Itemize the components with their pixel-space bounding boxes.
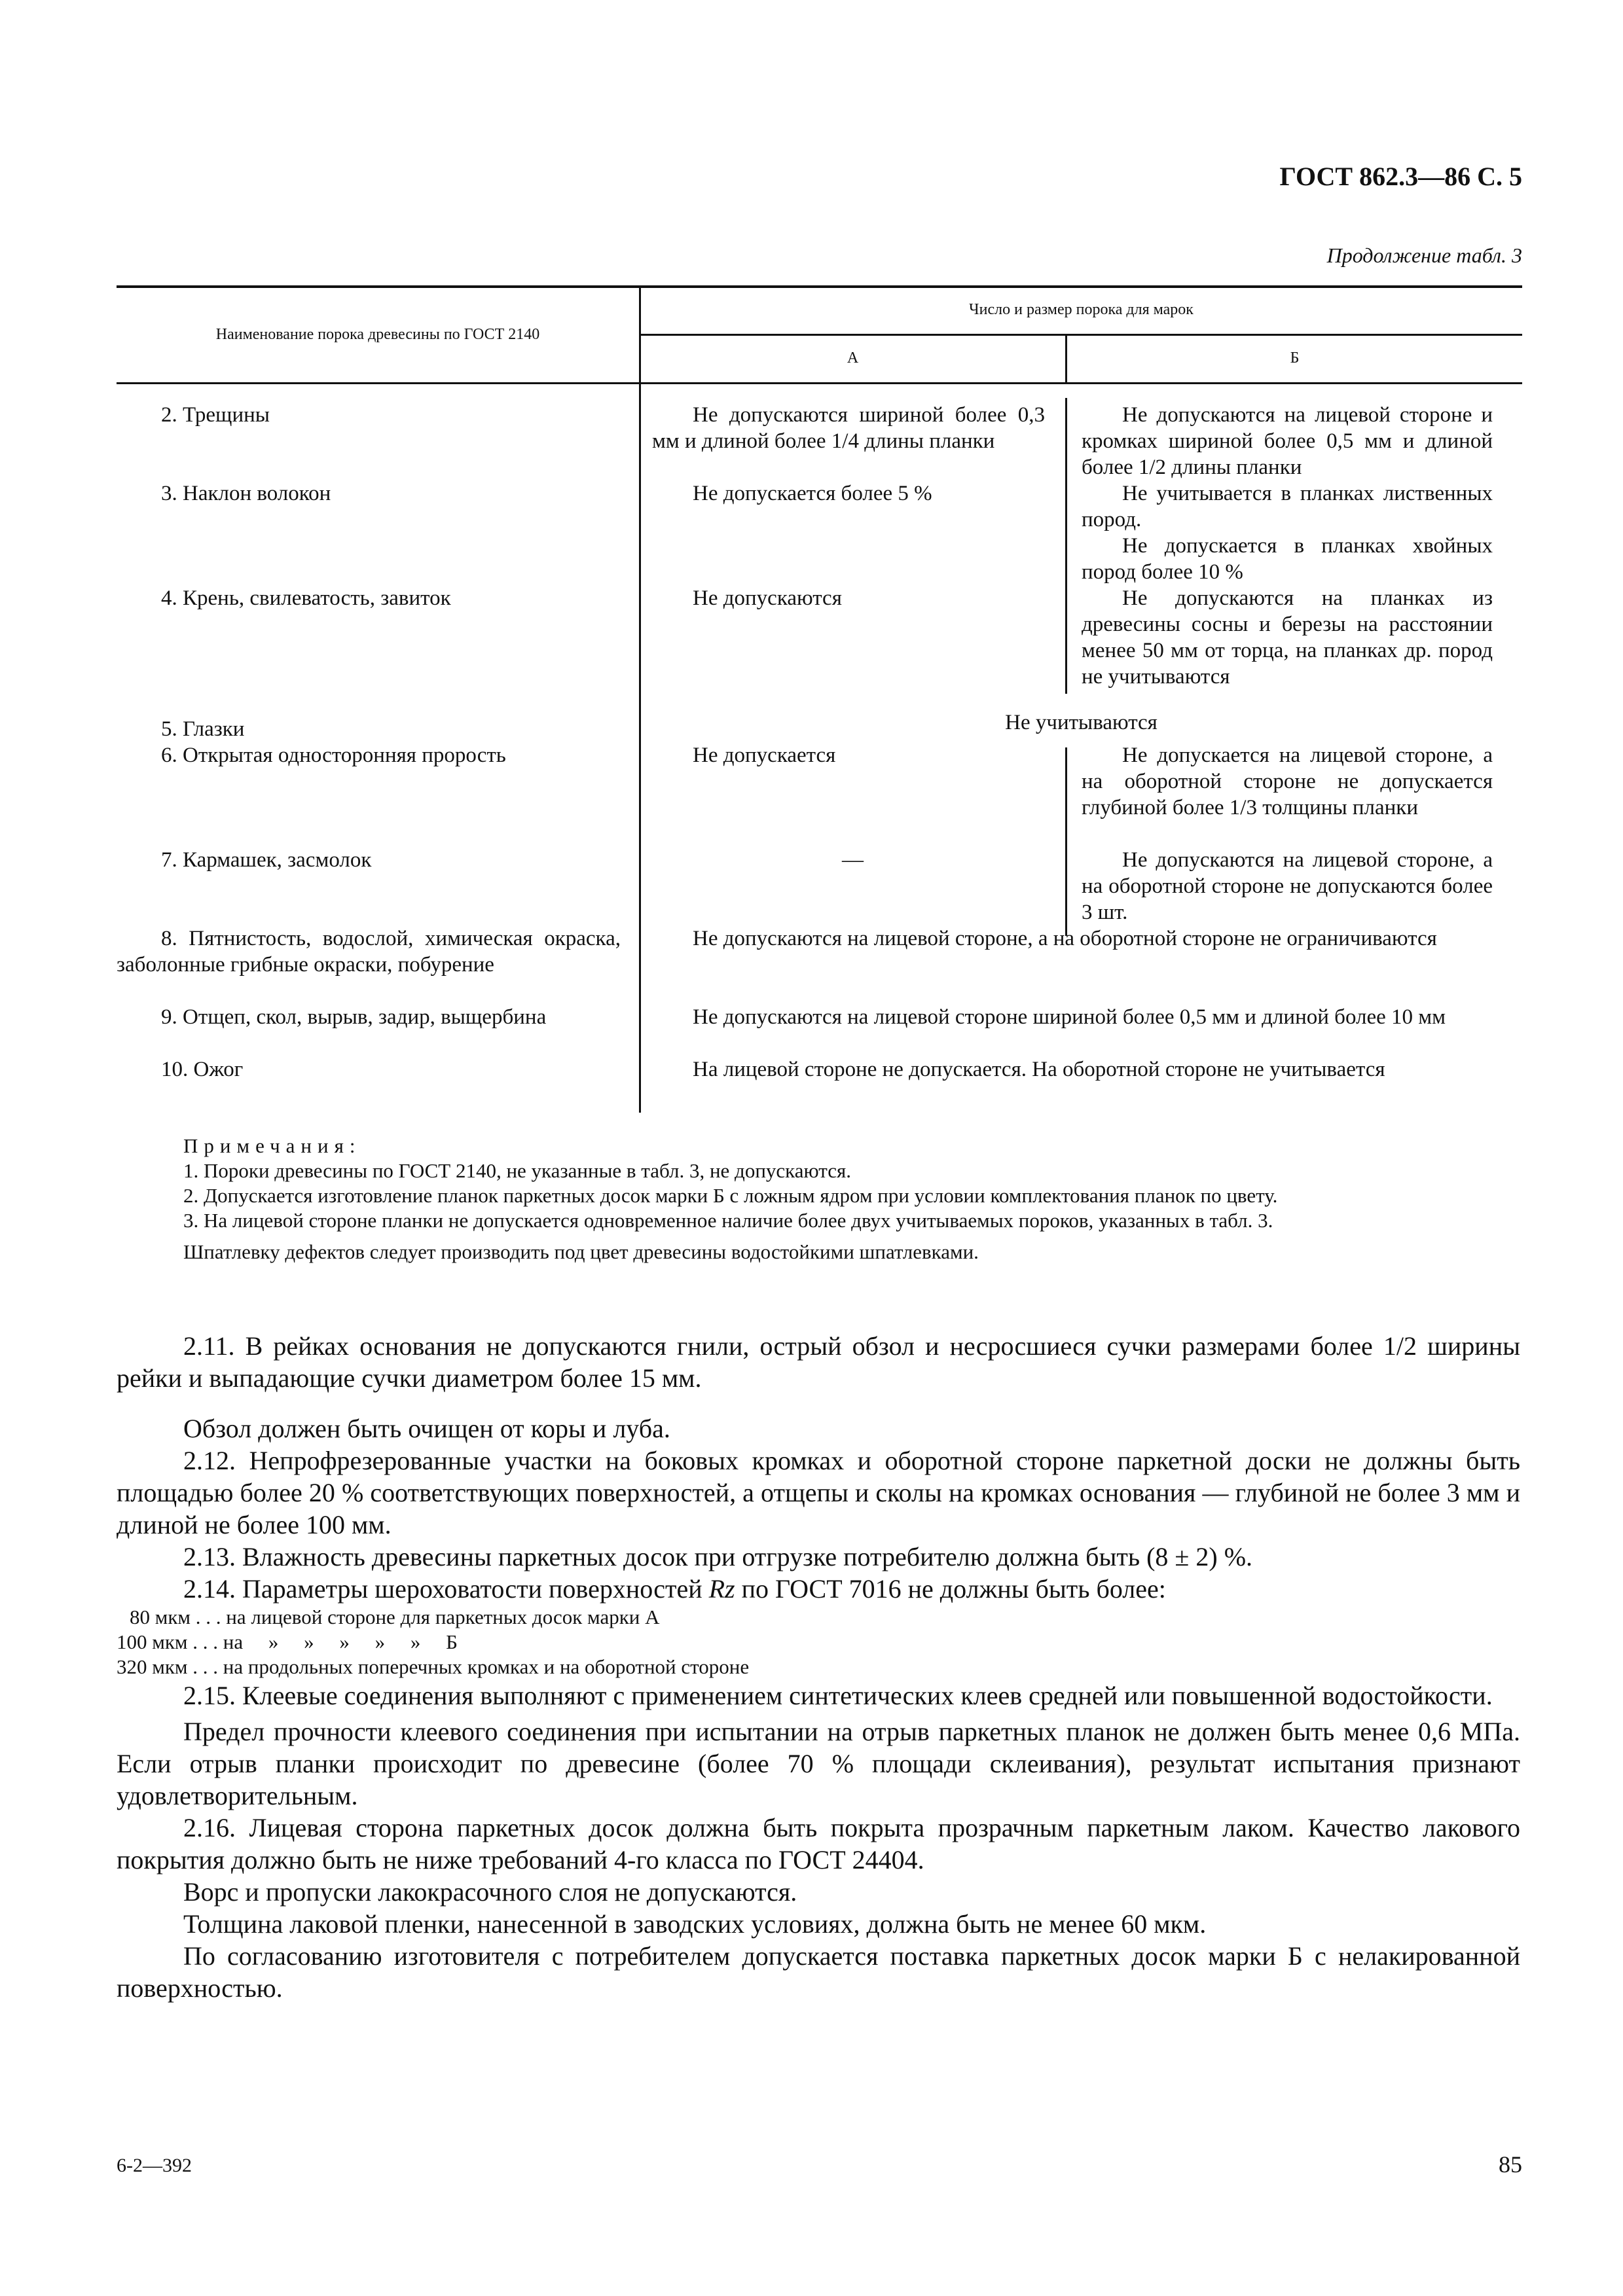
- note-item: 2. Допускается изготовление планок паркетных досок марки Б с ложным ядром при условии комплектования планок по цвету.: [183, 1184, 1278, 1207]
- paragraph-2-11-bark: Обзол должен быть очищен от коры и луба.: [183, 1414, 670, 1443]
- table-row-grade-a: —: [842, 848, 864, 872]
- table-row-grade-b-text: Не допускается в планках хвойных пород более 10 %: [1082, 534, 1493, 584]
- paragraph-2-16: 2.16. Лицевая сторона паркетных досок должна быть покрыта прозрачным паркетным лаком. Качество лакового покрытия должно быть не ниже требований 4-го класса по ГОСТ 24404.: [117, 1813, 1520, 1874]
- table-header-grade-a: А: [847, 350, 859, 367]
- table-header-defect: Наименование порока древесины по ГОСТ 2140: [215, 326, 540, 343]
- table-top-rule: [117, 285, 1522, 288]
- notes-heading: Примечания:: [183, 1134, 361, 1157]
- table-row-grades-ab: Не учитываются: [1005, 711, 1158, 734]
- roughness-line: 100 мкм . . . на » » » » » Б: [117, 1630, 458, 1653]
- table-row-grade-b: Не допускаются на планках из древесины сосны и березы на расстоянии менее 50 мм от торца, на планках др. пород не учитываются: [1082, 586, 1493, 689]
- page-number: 85: [1499, 2151, 1522, 2178]
- table-row-grade-a: Не допускаются: [693, 586, 842, 610]
- table-row-grade-a: Не допускаются шириной более 0,3 мм и длиной более 1/4 длины планки: [652, 403, 1045, 453]
- roughness-line: 320 мкм . . . на продольных поперечных кромках и на оборотной стороне: [117, 1655, 750, 1678]
- page-header-title: ГОСТ 862.3—86 С. 5: [1279, 162, 1522, 191]
- table-row-grade-a: Не допускается: [693, 744, 836, 767]
- table-row-name: 10. Ожог: [161, 1058, 244, 1081]
- table-row-name: 8. Пятнистость, водослой, химическая окраска, заболонные грибные окраски, побурение: [117, 927, 621, 977]
- table-row-grades-ab: Не допускаются на лицевой стороне шириной более 0,5 мм и длиной более 10 мм: [693, 1005, 1446, 1029]
- table-row-grade-b: [1082, 480, 1493, 585]
- paragraph-2-15: 2.15. Клеевые соединения выполняют с применением синтетических клеев средней или повышенной водостойкости.: [183, 1681, 1493, 1710]
- table-header-grade-b: Б: [1290, 350, 1300, 367]
- table-row-grades-ab: Не допускаются на лицевой стороне, а на оборотной стороне не ограничиваются: [693, 927, 1437, 950]
- table-row-grade-b: Не допускаются на лицевой стороне, а на оборотной стороне не допускаются более 3 шт.: [1082, 848, 1493, 924]
- note-item: 3. На лицевой стороне планки не допускается одновременное наличие более двух учитываемых пороков, указанных в табл. 3.: [183, 1209, 1273, 1232]
- table-row-name: 2. Трещины: [161, 403, 270, 427]
- paragraph-2-15-strength: Предел прочности клеевого соединения при испытании на отрыв паркетных планок не должен быть менее 0,6 МПа. Если отрыв планки происходит по древесине (более 70 % площади склеивания), результат испытания признают удовлетворительным.: [117, 1717, 1520, 1810]
- table-subheader-rule: [640, 334, 1522, 336]
- note-item: 1. Пороки древесины по ГОСТ 2140, не указанные в табл. 3, не допускаются.: [183, 1159, 851, 1182]
- table-row-grade-a: Не допускается более 5 %: [693, 482, 932, 505]
- table-row-name: 4. Крень, свилеватость, завиток: [161, 586, 451, 610]
- table-row-name: 5. Глазки: [161, 717, 245, 741]
- table-row-grades-ab: На лицевой стороне не допускается. На оборотной стороне не учитывается: [693, 1058, 1385, 1081]
- putty-note: Шпатлевку дефектов следует производить под цвет древесины водостойкими шпатлевками.: [183, 1240, 979, 1263]
- table-row-name: 7. Кармашек, засмолок: [161, 848, 372, 872]
- table-row-grade-b: Не допускаются на лицевой стороне и кромках шириной более 0,5 мм и длиной более 1/2 длины планки: [1082, 403, 1493, 479]
- paragraph-2-14-text-b: по ГОСТ 7016 не должны быть более:: [735, 1574, 1166, 1604]
- table-header-group: Число и размер порока для марок: [969, 301, 1194, 318]
- footer-code: 6-2—392: [117, 2155, 192, 2176]
- paragraph-2-12: 2.12. Непрофрезерованные участки на боковых кромках и оборотной стороне паркетной доски не должны быть площадью более 20 % соответствующих поверхностей, а отщепы и сколы на кромках основания — глубиной не более 3 мм и длиной не более 100 мм.: [117, 1446, 1520, 1539]
- paragraph-2-16-thickness: Толщина лаковой пленки, нанесенной в заводских условиях, должна быть не менее 60 мкм.: [183, 1909, 1207, 1939]
- roughness-line: 80 мкм . . . на лицевой стороне для паркетных досок марки А: [130, 1605, 660, 1628]
- paragraph-2-16-nap: Ворс и пропуски лакокрасочного слоя не допускаются.: [183, 1877, 797, 1907]
- table-row-grade-b: Не допускается на лицевой стороне, а на оборотной стороне не допускается глубиной более 1/3 толщины планки: [1082, 744, 1493, 819]
- paragraph-2-14-text-a: 2.14. Параметры шероховатости поверхностей: [183, 1574, 709, 1604]
- table-column-b-divider-2: [1065, 747, 1067, 936]
- paragraph-2-11: 2.11. В рейках основания не допускаются гнили, острый обзол и несросшиеся сучки размерами более 1/2 ширины рейки и выпадающие сучки диаметром более 15 мм.: [117, 1331, 1520, 1393]
- table-row-name: 6. Открытая односторонняя прорость: [161, 744, 506, 767]
- table-column-b-divider-1: [1065, 398, 1067, 694]
- table-row-grade-b-text: Не учитывается в планках лиственных пород.: [1082, 482, 1493, 531]
- table-vertical-rule-1: [639, 285, 641, 1113]
- body-text: [117, 1330, 1520, 2004]
- rz-symbol: Rz: [708, 1574, 735, 1604]
- paragraph-2-14: [117, 1573, 1520, 1605]
- table-row-name: 9. Отщеп, скол, вырыв, задир, выщербина: [161, 1005, 547, 1029]
- table-header-bottom-rule: [117, 382, 1522, 384]
- table-notes: [117, 1134, 1520, 1265]
- table-continuation-label: Продолжение табл. 3: [1326, 243, 1522, 267]
- table-row-name: 3. Наклон волокон: [161, 482, 331, 505]
- paragraph-2-13: 2.13. Влажность древесины паркетных досок при отгрузке потребителю должна быть (8 ± 2) %.: [183, 1542, 1253, 1571]
- paragraph-2-16-agreement: По согласованию изготовителя с потребителем допускается поставка паркетных досок марки Б с нелакированной поверхностью.: [117, 1941, 1520, 2003]
